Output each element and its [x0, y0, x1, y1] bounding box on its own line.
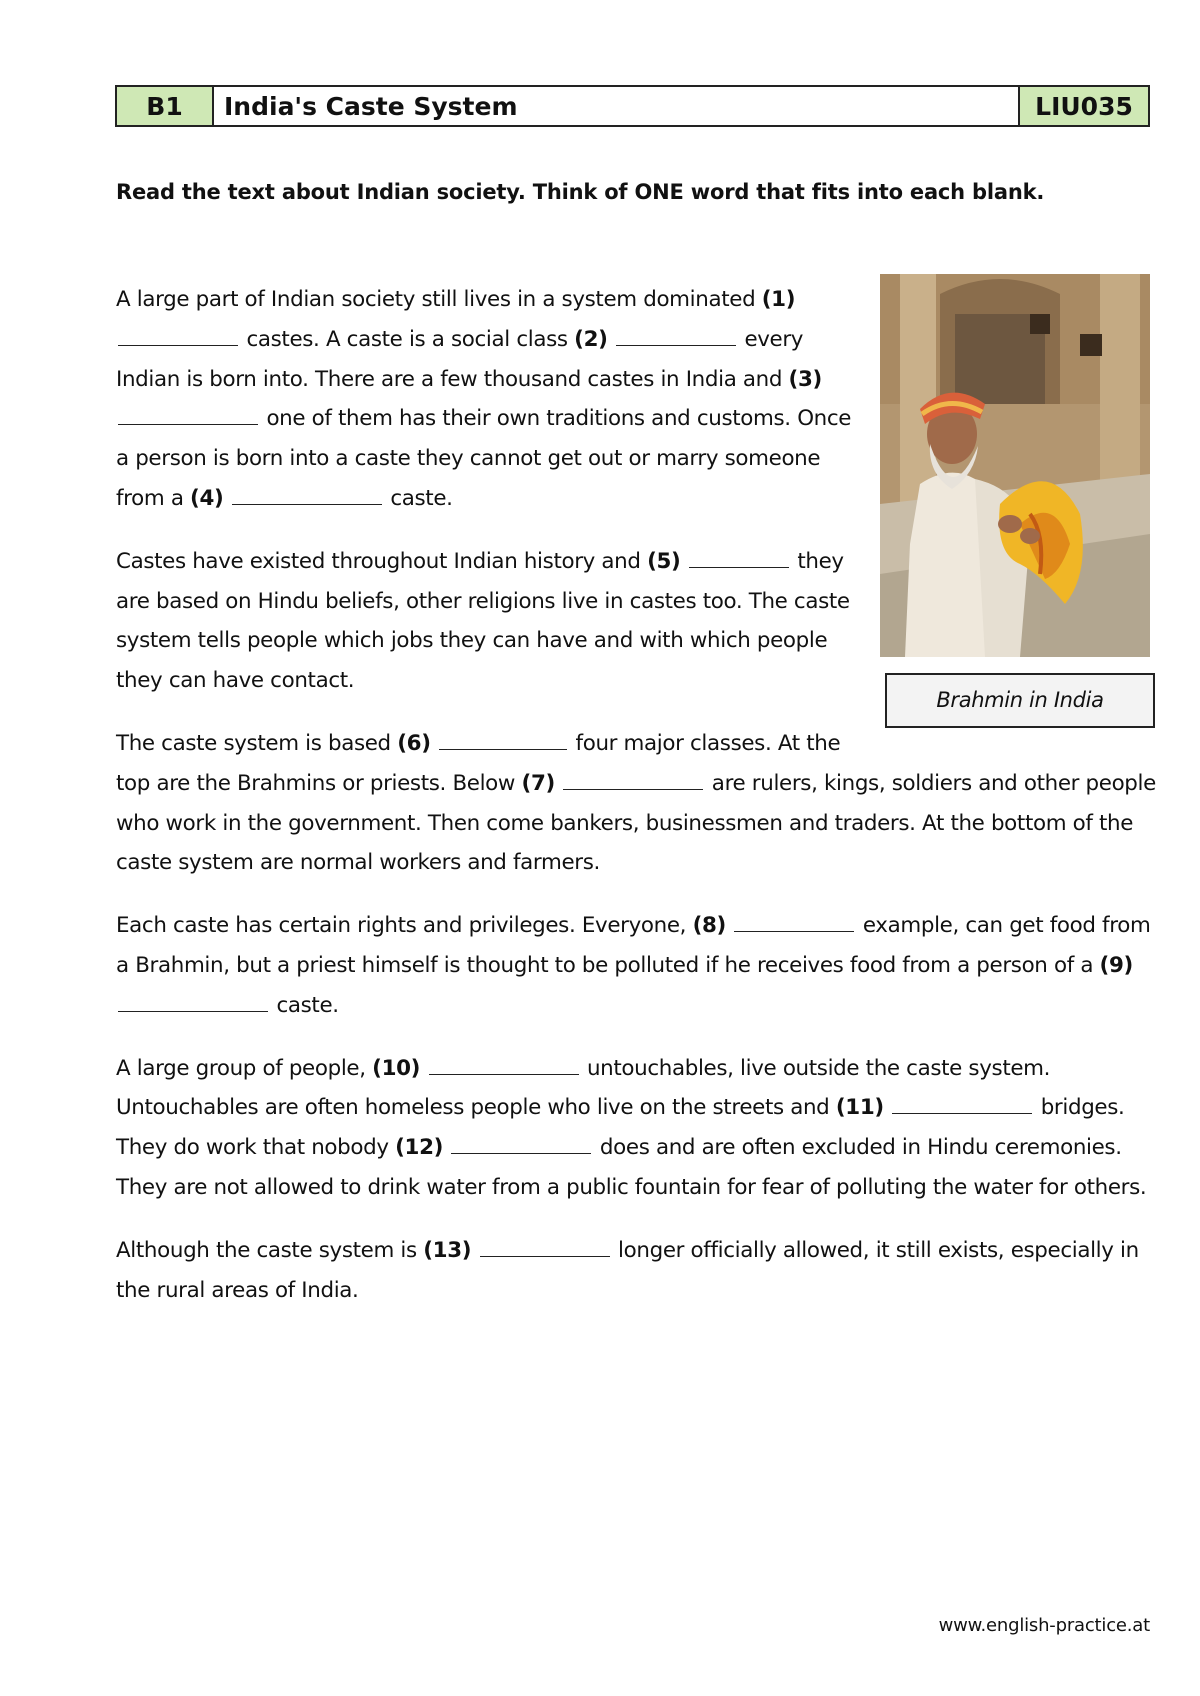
gap-number: (1): [761, 287, 796, 312]
text-segment: example, can get food from a Brahmin, but a priest himself is thought to be polluted if he receives food from a person of a: [116, 913, 1151, 978]
paragraph-4: [116, 906, 1156, 1025]
gap-blank-8[interactable]: [734, 909, 854, 932]
text-segment: one of them has their own traditions and customs. Once a person is born into a caste they cannot get out or marry someone from a: [116, 406, 852, 511]
gap-number: (8): [692, 913, 726, 939]
gap-number: (4): [190, 485, 224, 511]
text-segment: untouchables, live outside the caste system. Untouchables are often homeless people who live on the streets and: [116, 1055, 1051, 1121]
gap-number: (2): [574, 326, 608, 352]
cloze-text: [116, 280, 1156, 1333]
paragraph-5: [116, 1049, 1156, 1208]
text-segment: they are based on Hindu beliefs, other religions live in castes too. The caste system tells people which jobs they can have and with which people they can have contact.: [116, 548, 850, 694]
text-segment: Castes have existed throughout Indian history and: [116, 548, 648, 574]
figure: [880, 274, 1156, 734]
level-badge: B1: [117, 87, 214, 125]
text-segment: are rulers, kings, soldiers and other people who work in the government. Then come bankers, businessmen and traders. At the bottom of the caste system are normal workers and farmers.: [116, 770, 1156, 876]
text-segment: every Indian is born into. There are a few thousand castes in India and: [116, 326, 804, 392]
text-segment: bridges. They do work that nobody: [116, 1095, 1125, 1161]
gap-number: (9): [1099, 952, 1133, 978]
brahmin-photo: [880, 274, 1150, 657]
text-segment: four major classes. At the top are the Brahmins or priests. Below: [116, 730, 841, 796]
gap-blank-10[interactable]: [429, 1052, 579, 1075]
paragraph-6: [116, 1231, 1156, 1311]
text-segment: The caste system is based: [116, 730, 398, 756]
text-segment: Although the caste system is: [116, 1237, 424, 1263]
text-segment: caste.: [270, 992, 339, 1018]
worksheet-code: LIU035: [1020, 87, 1148, 125]
gap-number: (10): [372, 1055, 421, 1081]
gap-blank-5[interactable]: [689, 545, 789, 568]
gap-number: (12): [395, 1135, 444, 1161]
gap-number: (11): [835, 1095, 884, 1121]
task-instruction: Read the text about Indian society. Think of ONE word that fits into each blank.: [116, 180, 1045, 204]
text-segment: does and are often excluded in Hindu ceremonies. They are not allowed to drink water from a public fountain for fear of polluting the water for others.: [116, 1135, 1147, 1200]
gap-blank-13[interactable]: [480, 1234, 610, 1257]
gap-number: (13): [423, 1237, 472, 1263]
gap-number: (5): [647, 548, 681, 574]
footer-url[interactable]: www.english-practice.at: [938, 1615, 1150, 1636]
worksheet-title: India's Caste System: [214, 87, 1020, 125]
paragraph-3: [116, 724, 1156, 883]
gap-number: (6): [397, 730, 431, 756]
text-segment: longer officially allowed, it still exists, especially in the rural areas of India.: [116, 1237, 1139, 1303]
gap-blank-1[interactable]: [118, 323, 238, 346]
text-segment: castes. A caste is a social class: [240, 326, 575, 352]
gap-number: (7): [521, 770, 555, 796]
text-segment: Each caste has certain rights and privileges. Everyone,: [116, 913, 693, 939]
gap-blank-6[interactable]: [439, 727, 567, 750]
gap-blank-7[interactable]: [563, 767, 703, 790]
gap-blank-11[interactable]: [892, 1091, 1032, 1114]
gap-blank-2[interactable]: [616, 323, 736, 346]
text-segment: A large part of Indian society still lives in a system dominated: [116, 287, 762, 312]
gap-number: (3): [788, 366, 822, 392]
gap-blank-9[interactable]: [118, 989, 268, 1012]
gap-blank-4[interactable]: [232, 482, 382, 505]
photo-caption: Brahmin in India: [885, 673, 1155, 728]
gap-blank-3[interactable]: [118, 402, 258, 425]
text-segment: A large group of people,: [116, 1055, 373, 1081]
worksheet-header: [115, 85, 1150, 127]
gap-blank-12[interactable]: [451, 1131, 591, 1154]
text-segment: caste.: [383, 485, 453, 511]
